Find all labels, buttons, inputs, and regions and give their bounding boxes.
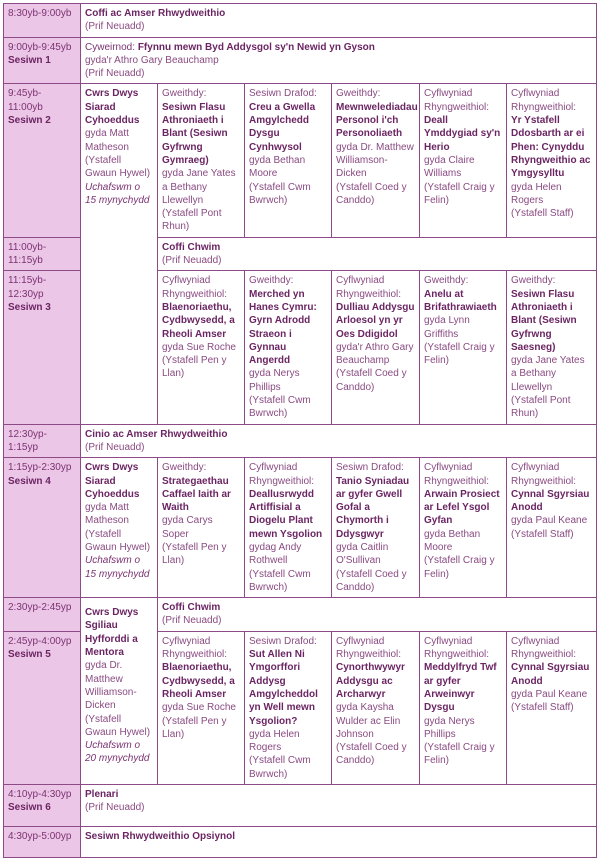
schedule-row bbox=[4, 598, 597, 632]
course-title: Cwrs Dwys Siarad Cyhoeddus bbox=[85, 462, 140, 500]
time-cell: 4:10yp-4:30yp Sesiwn 6 bbox=[4, 785, 81, 827]
course-host: gyda Dr. Matthew Williamson-Dicken bbox=[85, 660, 137, 712]
time-cell: 1:15yp-2:30yp Sesiwn 4 bbox=[4, 458, 81, 598]
event-location: (Prif Neuadd) bbox=[85, 21, 145, 33]
event-title: Coffi Chwim bbox=[162, 602, 221, 614]
course-host: gyda Matt Matheson bbox=[85, 128, 129, 153]
event-cell bbox=[81, 37, 597, 84]
session-cell: Cyflwyniad Rhyngweithiol: Cynnal Sgyrsiau Anodd gyda Paul Keane (Ystafell Staff) bbox=[507, 631, 597, 784]
time-cell: 2:30yp-2:45yp bbox=[4, 598, 81, 632]
session-cell: Cyflwyniad Rhyngweithiol: Arwain Prosiect ar Lefel Ysgol Gyfan gyda Bethan Moore (Ystafell Craig y Felin) bbox=[420, 458, 507, 598]
session-cell: Gweithdy: Anelu at Brifathrawiaeth gyda Lynn Griffiths (Ystafell Craig y Felin) bbox=[420, 271, 507, 424]
schedule-table bbox=[3, 3, 597, 858]
event-location: (Prif Neuadd) bbox=[162, 615, 222, 627]
session-cell: Gweithdy: Sesiwn Flasu Athroniaeth i Blant (Sesiwn Gyfrwng Gymraeg) gyda Jane Yates a Bethany Llewellyn (Ystafell Pont Rhun) bbox=[158, 84, 245, 237]
session-cell: Cyflwyniad Rhyngweithiol: Cynorthwywyr Addysgu ac Archarwyr gyda Kaysha Wulder ac Elin Johnson (Ystafell Coed y Canddo) bbox=[332, 631, 420, 784]
event-location: (Prif Neuadd) bbox=[85, 802, 145, 814]
event-cell bbox=[158, 237, 597, 271]
time-cell: 8:30yb-9:00yb bbox=[4, 4, 81, 38]
event-cell bbox=[81, 827, 597, 858]
session-cell: Sesiwn Drafod: Tanio Syniadau ar gyfer Gwell Gofal a Chymorth i Ddysgwyr gyda Caitlin O'Sullivan (Ystafell Coed y Canddo) bbox=[332, 458, 420, 598]
course-location: (Ystafell Gwaun Hywel) bbox=[85, 154, 151, 180]
schedule-row bbox=[4, 37, 597, 84]
session-cell: Cyflwyniad Rhyngweithiol: Blaenoriaethu, Cydbwysedd, a Rheoli Amser gyda Sue Roche (Ystafell Pen y Llan) bbox=[158, 631, 245, 784]
course-cell bbox=[81, 598, 158, 785]
course-note: Uchafswm o 15 mynychydd bbox=[85, 181, 150, 206]
course-host: gyda Matt Matheson bbox=[85, 502, 129, 527]
event-location: (Prif Neuadd) bbox=[85, 441, 145, 453]
event-cell bbox=[81, 424, 597, 458]
schedule-row bbox=[4, 785, 597, 827]
event-cell bbox=[158, 598, 597, 632]
session-cell: Cyflwyniad Rhyngweithiol: Cynnal Sgyrsiau Anodd gyda Paul Keane (Ystafell Staff) bbox=[507, 458, 597, 598]
course-note: Uchafswm o 20 mynychydd bbox=[85, 740, 150, 765]
course-cell bbox=[81, 458, 158, 598]
event-host: gyda'r Athro Gary Beauchamp bbox=[85, 54, 219, 66]
event-title: Coffi ac Amser Rhwydweithio bbox=[85, 8, 226, 19]
time-cell: 11:00yb-11:15yb bbox=[4, 237, 81, 271]
session-cell: Cyflwyniad Rhyngweithiol: Dulliau Addysgu Arloesol yn yr Oes Ddigidol gyda'r Athro Gary Beauchamp (Ystafell Coed y Canddo) bbox=[332, 271, 420, 424]
time-cell: 9:00yb-9:45yb Sesiwn 1 bbox=[4, 37, 81, 84]
keynote-prefix: Cyweirnod: bbox=[85, 41, 136, 53]
session-cell: Gweithdy: Merched yn Hanes Cymru: Gyrn Adrodd Straeon i Gynnau Angerdd gyda Nerys Phillips (Ystafell Cwm Bwrwch) bbox=[245, 271, 332, 424]
session-cell: Sesiwn Drafod: Sut Allen Ni Ymgorffori Addysg Amgylcheddol yn Well mewn Ysgolion? gyda Helen Rogers (Ystafell Cwm Bwrwch) bbox=[245, 631, 332, 784]
course-title: Cwrs Dwys Siarad Cyhoeddus bbox=[85, 88, 140, 127]
course-location: (Ystafell Gwaun Hywel) bbox=[85, 528, 151, 553]
session-cell: Cyflwyniad Rhyngweithiol: Meddylfryd Twf ar gyfer Arweinwyr Dysgu gyda Nerys Phillips (Ystafell Craig y Felin) bbox=[420, 631, 507, 784]
schedule-row bbox=[4, 827, 597, 858]
schedule-row bbox=[4, 424, 597, 458]
session-cell: Cyflwyniad Rhyngweithiol: Deall Ymddygiad sy'n Herio gyda Claire Williams (Ystafell Craig y Felin) bbox=[420, 84, 507, 237]
session-cell: Cyflwyniad Rhyngweithiol: Yr Ystafell Ddosbarth ar ei Phen: Cynyddu Rhyngweithio ac Ymgysylltu gyda Helen Rogers (Ystafell Staff) bbox=[507, 84, 597, 237]
session-cell: Gweithdy: Strategaethau Caffael Iaith ar Waith gyda Carys Soper (Ystafell Pen y Llan) bbox=[158, 458, 245, 598]
event-title: Cinio ac Amser Rhwydweithio bbox=[85, 428, 228, 440]
schedule-row bbox=[4, 84, 597, 237]
time-cell: 12:30yp-1:15yp bbox=[4, 424, 81, 458]
session-cell: Cyflwyniad Rhyngweithiol: Deallusrwydd Artiffisial a Diogelu Plant mewn Ysgolion gydag Andy Rothwell (Ystafell Cwm Bwrwch) bbox=[245, 458, 332, 598]
time-cell: 2:45yp-4:00yp Sesiwn 5 bbox=[4, 631, 81, 784]
event-cell bbox=[81, 785, 597, 827]
event-title: Sesiwn Rhwydweithio Opsiynol bbox=[85, 831, 236, 843]
course-location: (Ystafell Gwaun Hywel) bbox=[85, 713, 151, 738]
session-cell: Gweithdy: Mewnwelediadau Personol i'ch Personoliaeth gyda Dr. Matthew Williamson-Dicken (Ystafell Coed y Canddo) bbox=[332, 84, 420, 237]
event-title: Ffynnu mewn Byd Addysgol sy'n Newid yn Gyson bbox=[137, 41, 375, 53]
course-title: Cwrs Dwys Sgiliau Hyfforddi a Mentora bbox=[85, 607, 139, 659]
event-cell bbox=[81, 4, 597, 38]
course-cell bbox=[81, 84, 158, 424]
event-location: (Prif Neuadd) bbox=[162, 255, 222, 267]
time-cell: 4:30yp-5:00yp bbox=[4, 827, 81, 858]
course-note: Uchafswm o 15 mynychydd bbox=[85, 555, 150, 580]
session-cell: Cyflwyniad Rhyngweithiol: Blaenoriaethu, Cydbwysedd, a Rheoli Amser gyda Sue Roche (Ystafell Pen y Llan) bbox=[158, 271, 245, 424]
event-title: Coffi Chwim bbox=[162, 241, 221, 253]
session-cell: Gweithdy: Sesiwn Flasu Athroniaeth i Blant (Sesiwn Gyfrwng Saesneg) gyda Jane Yates a Bethany Llewellyn (Ystafell Pont Rhun) bbox=[507, 271, 597, 424]
schedule-row bbox=[4, 458, 597, 598]
event-title: Plenari bbox=[85, 789, 119, 801]
schedule-row bbox=[4, 4, 597, 38]
event-location: (Prif Neuadd) bbox=[85, 68, 145, 80]
session-cell: Sesiwn Drafod: Creu a Gwella Amgylchedd Dysgu Cynhwysol gyda Bethan Moore (Ystafell Cwm Bwrwch) bbox=[245, 84, 332, 237]
time-cell: 11:15yb-12:30yp Sesiwn 3 bbox=[4, 271, 81, 424]
time-cell: 9:45yb-11:00yb Sesiwn 2 bbox=[4, 84, 81, 237]
